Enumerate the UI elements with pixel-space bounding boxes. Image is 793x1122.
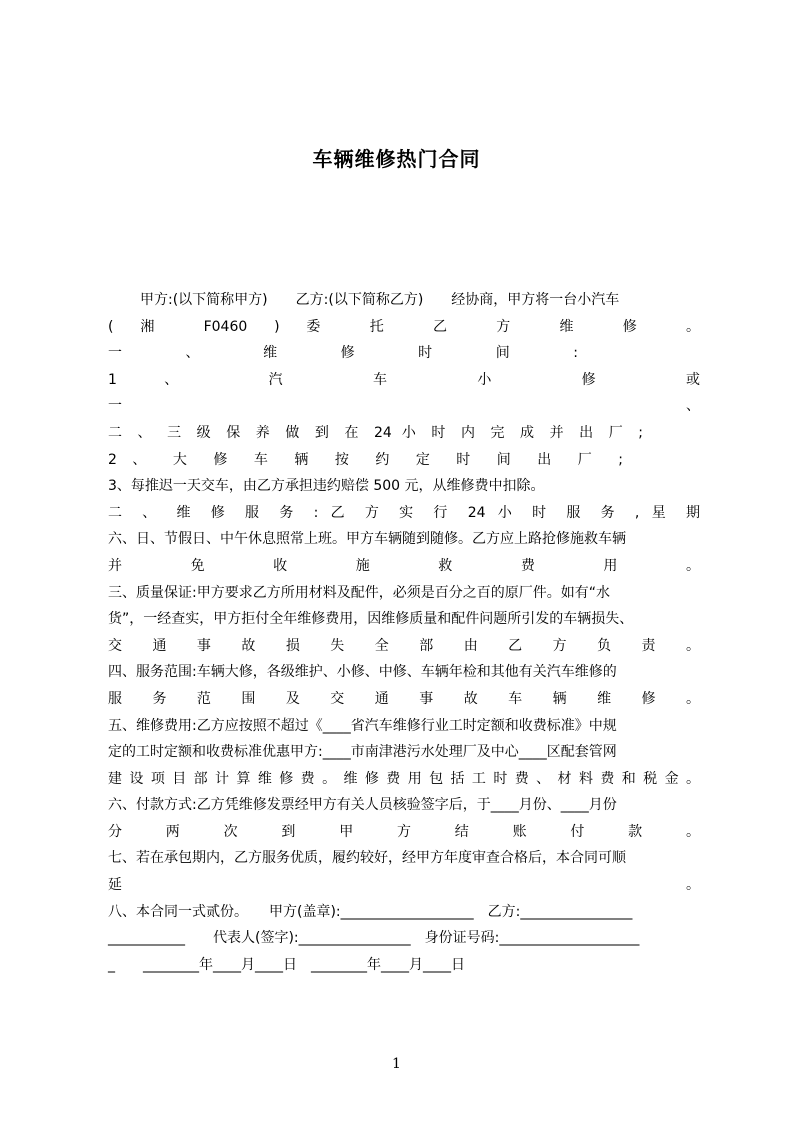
text-line: 七、若在承包期内，乙方服务优质，履约较好，经甲方年度审查合格后，本合同可顺	[108, 850, 626, 867]
text-line: 甲方:(以下简称甲方) 乙方:(以下简称乙方) 经协商，甲方将一台小汽车	[140, 292, 620, 308]
text-line: 并 免 收 施 救 费 用 。	[108, 557, 700, 574]
text-line: 分 两 次 到 甲 方 结 账 付 款 。	[108, 823, 700, 840]
document-title: 车辆维修热门合同	[312, 147, 481, 171]
text-line: 六、日、节假日、中午休息照常上班。甲方车辆随到随修。乙方应上路抢修施救车辆	[108, 531, 626, 548]
text-line: 3、每推迟一天交车，由乙方承担违约赔偿 500 元，从维修费中扣除。	[108, 478, 545, 495]
text-line: 二 、 维 修 服 务 : 乙 方 实 行 24 小 时 服 务 , 星 期	[108, 504, 700, 521]
text-line: 建设项目部计算维修费。维修费用包括工时费、材料费和税金。	[108, 770, 700, 787]
text-line: 二 、 三 级 保 养 做 到 在 24 小 时 内 完 成 并 出 厂 ;	[108, 424, 643, 441]
text-line: 服 务 范 围 及 交 通 事 故 车 辆 维 修 。	[108, 690, 700, 707]
text-line: 2 、 大 修 车 辆 按 约 定 时 间 出 厂 ;	[108, 451, 623, 468]
signature-line: ___________ 代表人(签字):________________ 身份证号码:____________________	[108, 930, 640, 947]
text-line: 延 。	[108, 877, 700, 894]
text-line: 定的工时定额和收费标准优惠甲方:____市南津港污水处理厂及中心____区配套管网	[108, 744, 617, 761]
text-line: 六、付款方式:乙方凭维修发票经甲方有关人员核验签字后，于____月份、____月份	[108, 797, 617, 814]
text-line: 五、维修费用:乙方应按照不超过《____省汽车维修行业工时定额和收费标准》中规	[108, 717, 617, 734]
signature-line: 八、本合同一式贰份。 甲方(盖章):___________________ 乙方:________________	[108, 903, 633, 920]
page-number: 1	[392, 1056, 401, 1072]
text-line: ( 湘 F0460 ) 委 托 乙 方 维 修 。	[108, 318, 700, 335]
date-line: _ ________年____月____日 ________年____月____日	[108, 956, 465, 973]
text-line: 三、质量保证:甲方要求乙方所用材料及配件，必须是百分之百的原厂件。如有“水	[108, 584, 610, 601]
text-line: 一 、 维 修 时 间 :	[108, 345, 578, 362]
text-line: 货”，一经查实，甲方拒付全年维修费用，因维修质量和配件问题所引发的车辆损失、	[108, 611, 634, 628]
text-line: 一 、	[108, 398, 700, 415]
contract-body	[108, 287, 700, 978]
text-line: 1 、 汽 车 小 修 或	[108, 371, 700, 388]
text-line: 交 通 事 故 损 失 全 部 由 乙 方 负 责 。	[108, 637, 700, 654]
text-line: 四、服务范围:车辆大修，各级维护、小修、中修、车辆年检和其他有关汽车维修的	[108, 664, 617, 681]
